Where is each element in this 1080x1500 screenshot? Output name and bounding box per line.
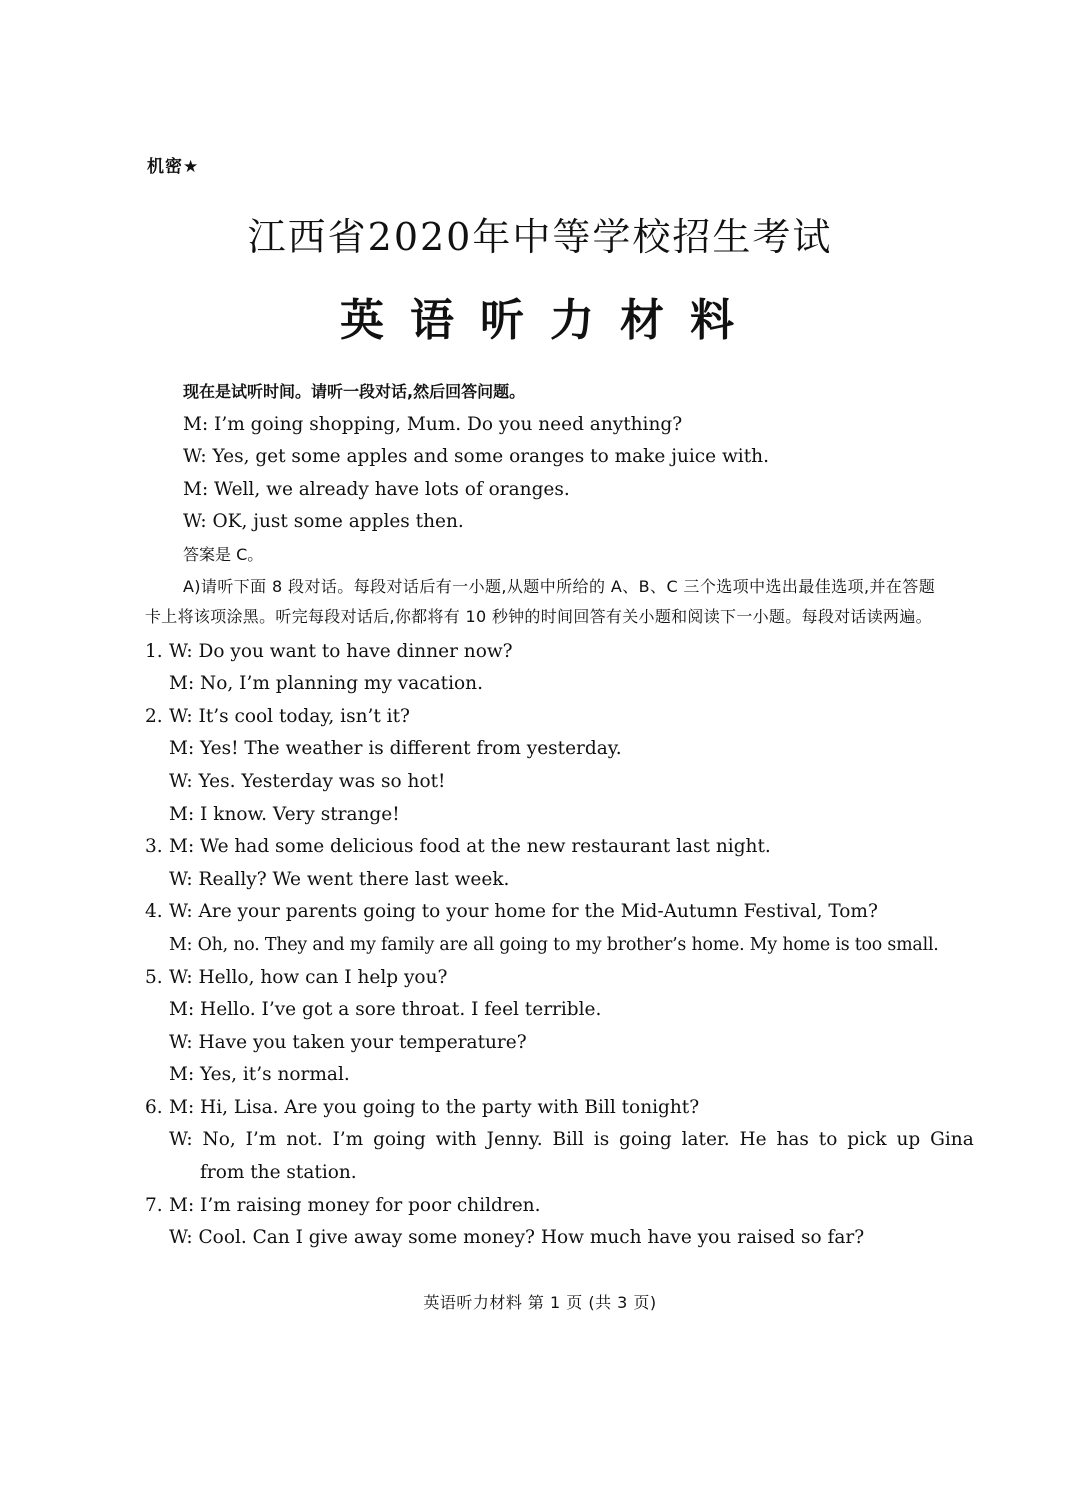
question-number: 4. <box>145 901 163 923</box>
question-number: 5. <box>145 966 163 988</box>
dialogue-line: W: Are your parents going to your home for the Mid-Autumn Festival, Tom? <box>169 901 878 923</box>
dialogue-line: W: Really? We went there last week. <box>169 868 510 890</box>
question-number: 1. <box>145 640 163 662</box>
question-2 <box>145 701 935 734</box>
question-4 <box>145 896 935 929</box>
dialogue-line: M: Hello. I’ve got a sore throat. I feel terrible. <box>169 999 602 1021</box>
question-number: 2. <box>145 705 163 727</box>
confidential-mark: 机密★ <box>147 157 200 177</box>
dialogue-line: M: Hi, Lisa. Are you going to the party with Bill tonight? <box>169 1096 700 1118</box>
page-footer: 英语听力材料 第 1 页 (共 3 页) <box>423 1293 657 1312</box>
trial-line: W: Yes, get some apples and some oranges to make juice with. <box>183 446 769 468</box>
listening-material-body <box>145 376 974 1255</box>
document-subtitle: 英语听力材料 <box>340 295 760 346</box>
dialogue-line: W: No, I’m not. I’m going with Jenny. Bill is going later. He has to pick up Gina <box>169 1129 974 1151</box>
trial-line: M: I’m going shopping, Mum. Do you need anything? <box>183 413 683 435</box>
trial-line: M: Well, we already have lots of oranges. <box>183 478 570 500</box>
question-number: 3. <box>145 836 163 858</box>
question-7 <box>145 1190 935 1223</box>
question-1 <box>145 636 935 669</box>
dialogue-line: W: Hello, how can I help you? <box>169 966 448 988</box>
question-6 <box>145 1092 935 1125</box>
question-number: 6. <box>145 1096 163 1118</box>
dialogue-line: W: Yes. Yesterday was so hot! <box>169 770 446 792</box>
dialogue-line: W: It’s cool today, isn’t it? <box>169 705 410 727</box>
trial-heading: 现在是试听时间。请听一段对话,然后回答问题。 <box>183 382 526 401</box>
dialogue-line: M: Yes, it’s normal. <box>169 1064 350 1086</box>
exam-title: 江西省2020年中等学校招生考试 <box>247 215 833 259</box>
dialogue-line: W: Cool. Can I give away some money? How much have you raised so far? <box>169 1227 865 1249</box>
dialogue-line: M: No, I’m planning my vacation. <box>169 673 483 695</box>
dialogue-line: M: We had some delicious food at the new restaurant last night. <box>169 836 771 858</box>
dialogue-line: W: Have you taken your temperature? <box>169 1031 527 1053</box>
dialogue-line: M: Oh, no. They and my family are all going to my brother’s home. My home is too small. <box>169 934 939 955</box>
dialogue-line-continued: from the station. <box>200 1162 357 1184</box>
question-3 <box>145 831 935 864</box>
dialogue-line: W: Do you want to have dinner now? <box>169 640 513 662</box>
section-a-instructions: A)请听下面 8 段对话。每段对话后有一小题,从题中所给的 A、B、C 三个选项中选出最佳选项,并在答题卡上将该项涂黑。听完每段对话后,你都将有 10 秒钟的时间回答有关小题和阅读下一小题。每段对话读两遍。 <box>145 576 935 626</box>
question-number: 7. <box>145 1194 163 1216</box>
question-5 <box>145 962 935 995</box>
dialogue-line: M: I’m raising money for poor children. <box>169 1194 541 1216</box>
trial-line: W: OK, just some apples then. <box>183 511 464 533</box>
trial-answer: 答案是 C。 <box>183 544 264 564</box>
dialogue-line: M: I know. Very strange! <box>169 803 400 825</box>
dialogue-line: M: Yes! The weather is different from yesterday. <box>169 738 622 760</box>
